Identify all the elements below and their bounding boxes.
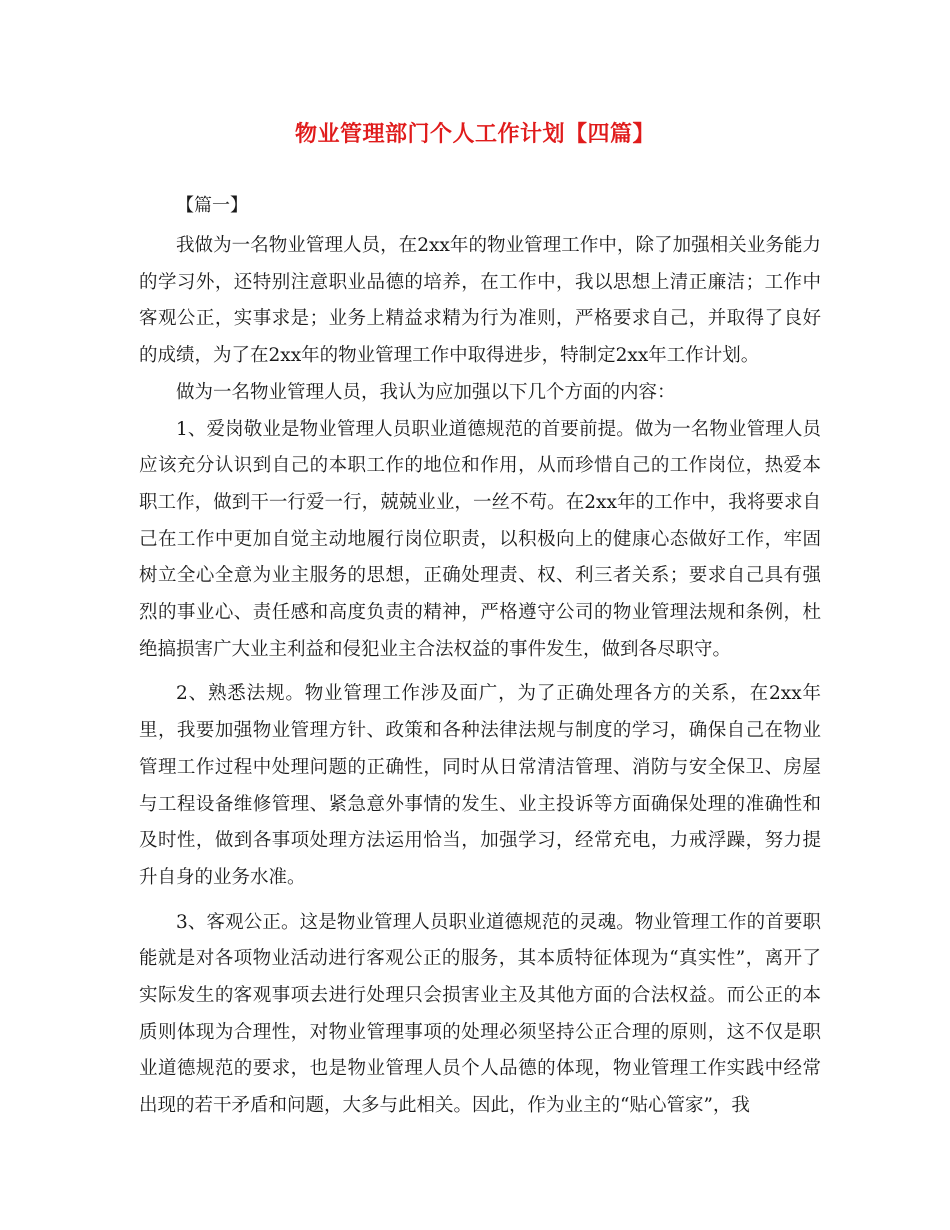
paragraph-gap bbox=[139, 668, 821, 676]
paragraph-intro: 我做为一名物业管理人员，在2xx年的物业管理工作中，除了加强相关业务能力的学习外，还特别注意职业品德的培养，在工作中，我以思想上清正廉洁；工作中客观公正，实事求是；业务上精益求精为行为准则，严格要求自己，并取得了良好的成绩，为了在2xx年的物业管理工作中取得进步，特制定2xx年工作计划。 bbox=[139, 235, 821, 367]
paragraph-aspects: 做为一名物业管理人员，我认为应加强以下几个方面的内容： bbox=[176, 381, 676, 403]
document-title: 物业管理部门个人工作计划【四篇】 bbox=[294, 121, 655, 147]
paragraph-point-2: 2、熟悉法规。物业管理工作涉及面广，为了正确处理各方的关系，在2xx年里，我要加强物业管理方针、政策和各种法律法规与制度的学习，确保自己在物业管理工作过程中处理问题的正确性，同时从日常清洁管理、消防与安全保卫、房屋与工程设备维修管理、紧急意外事情的发生、业主投诉等方面确保处理的准确性和及时性，做到各事项处理方法运用恰当，加强学习，经常充电，力戒浮躁，努力提升自身的业务水准。 bbox=[139, 683, 821, 888]
paragraph-point-3: 3、客观公正。这是物业管理人员职业道德规范的灵魂。物业管理工作的首要职能就是对各项物业活动进行客观公正的服务，其本质特征体现为“真实性”，离开了实际发生的客观事项去进行处理只会损害业主及其他方面的合法权益。而公正的本质则体现为合理性，对物业管理事项的处理必须坚持公正合理的原则，这不仅是职业道德规范的要求，也是物业管理人员个人品德的体现，物业管理工作实践中经常出现的若干矛盾和问题，大多与此相关。因此，作为业主的“贴心管家”，我 bbox=[139, 911, 821, 1117]
paragraph-point-1: 1、爱岗敬业是物业管理人员职业道德规范的首要前提。做为一名物业管理人员应该充分认识到自己的本职工作的地位和作用，从而珍惜自己的工作岗位，热爱本职工作，做到干一行爱一行，兢兢业业，一丝不苟。在2xx年的工作中，我将要求自己在工作中更加自觉主动地履行岗位职责，以积极向上的健康心态做好工作，牢固树立全心全意为业主服务的思想，正确处理责、权、利三者关系；要求自己具有强烈的事业心、责任感和高度负责的精神，严格遵守公司的物业管理法规和条例，杜绝搞损害广大业主利益和侵犯业主合法权益的事件发生，做到各尽职守。 bbox=[139, 418, 821, 660]
paragraph-gap bbox=[139, 897, 821, 905]
section-label: 【篇一】 bbox=[176, 195, 248, 216]
document-body bbox=[139, 228, 821, 1125]
